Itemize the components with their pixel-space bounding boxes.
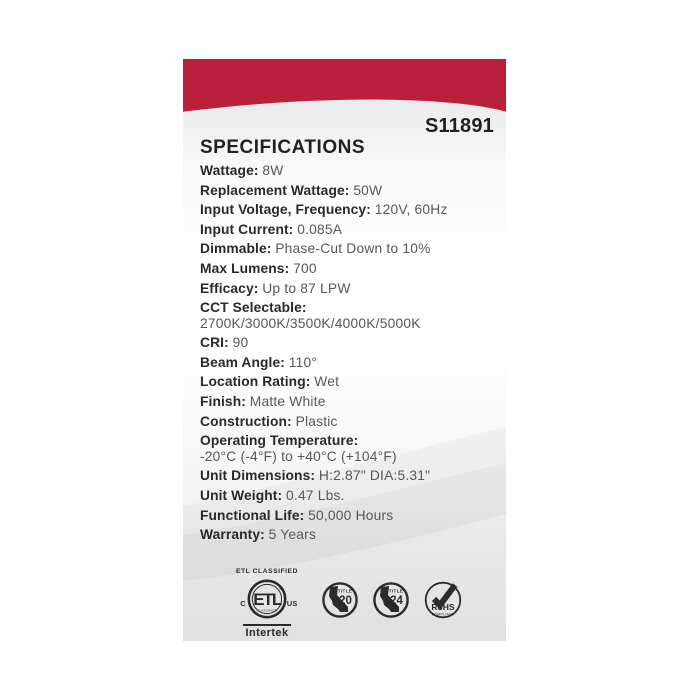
spec-value: 2700K/3000K/3500K/4000K/5000K: [200, 315, 421, 331]
card-content: [200, 59, 494, 547]
etl-classified-mark: [225, 568, 309, 639]
etl-caption: ETL CLASSIFIED: [235, 568, 298, 575]
spec-value: H:2.87" DIA:5.31": [318, 468, 431, 484]
svg-text:TITLE: TITLE: [337, 588, 353, 594]
spec-label: Replacement Wattage:: [200, 182, 350, 198]
svg-text:ETL: ETL: [253, 590, 281, 609]
spec-row: [200, 414, 494, 430]
spec-label: Construction:: [200, 413, 292, 429]
spec-label: Finish:: [200, 394, 246, 410]
spec-value: 90: [232, 335, 249, 351]
rohs-badge-icon: [422, 579, 464, 621]
spec-row: [200, 355, 494, 371]
title24-badge-icon: [371, 580, 411, 620]
spec-label: Max Lumens:: [200, 260, 290, 276]
spec-row: [200, 300, 494, 331]
spec-value: 700: [293, 260, 317, 276]
spec-value: 0.085A: [297, 221, 343, 237]
spec-value: Plastic: [295, 413, 338, 429]
spec-label: Functional Life:: [200, 507, 305, 523]
svg-text:CLASSIFIED: CLASSIFIED: [256, 608, 278, 613]
spec-row: [200, 468, 494, 484]
spec-value: 0.47 Lbs.: [286, 487, 345, 503]
spec-row: [200, 335, 494, 351]
spec-value: 8W: [262, 163, 284, 178]
svg-text:TITLE: TITLE: [388, 588, 404, 594]
etl-logo-icon: [232, 577, 302, 623]
spec-label: Unit Dimensions:: [200, 468, 316, 484]
svg-text:24: 24: [390, 595, 403, 607]
svg-text:US: US: [286, 599, 298, 608]
spec-row: [200, 527, 494, 543]
spec-label: Warranty:: [200, 527, 265, 543]
spec-value: 5 Years: [268, 527, 317, 543]
spec-row: [200, 183, 494, 199]
spec-row: [200, 281, 494, 297]
spec-row: [200, 163, 494, 179]
certification-row: [183, 568, 506, 639]
spec-row: [200, 508, 494, 524]
svg-text:RoHS: RoHS: [431, 602, 455, 612]
specifications-title: SPECIFICATIONS: [200, 137, 365, 158]
spec-label: Location Rating:: [200, 374, 311, 390]
svg-text:20: 20: [339, 595, 352, 607]
spec-label: Beam Angle:: [200, 354, 285, 370]
spec-label: Unit Weight:: [200, 487, 283, 503]
spec-label: Wattage:: [200, 163, 259, 178]
spec-value: 110°: [288, 354, 318, 370]
svg-text:COMPLIANT: COMPLIANT: [431, 612, 455, 617]
spec-row: [200, 202, 494, 218]
spec-row: [200, 433, 494, 464]
spec-label: Operating Temperature:: [200, 433, 359, 449]
spec-row: [200, 488, 494, 504]
spec-label: Input Current:: [200, 221, 294, 237]
spec-label: Input Voltage, Frequency:: [200, 202, 371, 218]
spec-label: CRI:: [200, 335, 229, 351]
spec-value: Up to 87 LPW: [262, 280, 351, 296]
spec-label: Dimmable:: [200, 241, 272, 257]
spec-value: 50,000 Hours: [308, 507, 394, 523]
spec-list: [200, 163, 494, 543]
spec-label: CCT Selectable:: [200, 300, 307, 316]
spec-value: 50W: [353, 182, 383, 198]
spec-value: 120V, 60Hz: [374, 202, 448, 218]
spec-row: [200, 374, 494, 390]
svg-text:C: C: [240, 599, 246, 608]
product-sku: S11891: [424, 115, 494, 137]
spec-value: Phase-Cut Down to 10%: [275, 241, 431, 257]
spec-row: [200, 241, 494, 257]
spec-card: [183, 59, 506, 641]
spec-row: [200, 394, 494, 410]
spec-value: Wet: [314, 374, 340, 390]
intertek-label: Intertek: [243, 624, 292, 639]
title20-badge-icon: [320, 580, 360, 620]
spec-row: [200, 261, 494, 277]
svg-text:®: ®: [279, 586, 283, 592]
spec-row: [200, 222, 494, 238]
spec-value: Matte White: [249, 394, 326, 410]
spec-value: -20°C (-4°F) to +40°C (+104°F): [200, 448, 397, 464]
spec-label: Efficacy:: [200, 280, 259, 296]
